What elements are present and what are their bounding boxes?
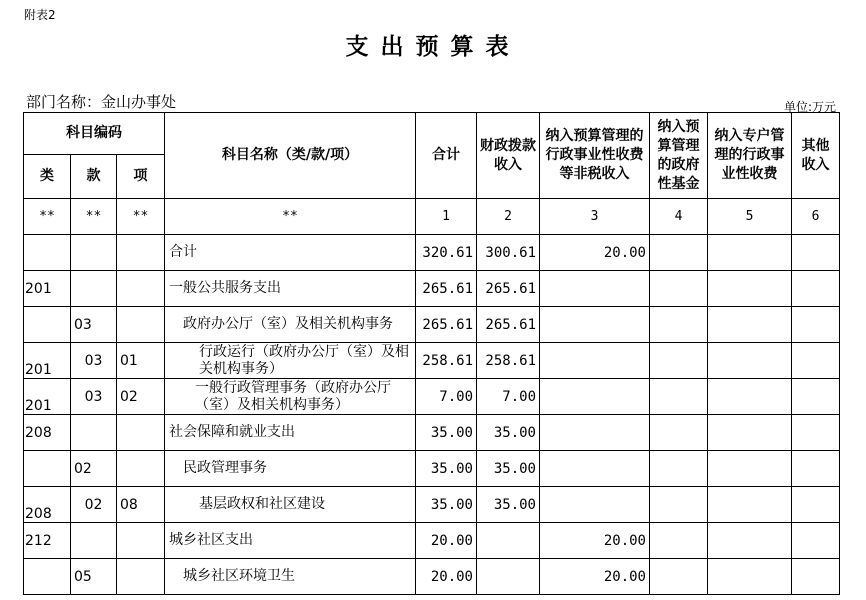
fiscal-cell: 300.61 (477, 235, 540, 271)
nontax-cell (540, 307, 650, 343)
table-row (24, 559, 840, 595)
total-cell: 35.00 (416, 415, 477, 451)
total-cell: 320.61 (416, 235, 477, 271)
section-code-cell: 02 (71, 451, 117, 487)
special-fee-cell (708, 307, 792, 343)
nontax-cell (540, 379, 650, 415)
other-income-cell (792, 271, 840, 307)
gov-fund-cell (650, 271, 708, 307)
other-income-cell (792, 235, 840, 271)
nontax-cell (540, 487, 650, 523)
column-code-row (24, 199, 840, 235)
nontax-cell (540, 343, 650, 379)
table-row (24, 271, 840, 307)
class-code-cell: 201 (24, 379, 71, 415)
section-code-cell (71, 235, 117, 271)
nontax-cell (540, 415, 650, 451)
code-cell: 2 (477, 199, 540, 235)
special-fee-cell (708, 451, 792, 487)
code-cell: 3 (540, 199, 650, 235)
gov-fund-cell (650, 559, 708, 595)
code-cell: ** (71, 199, 117, 235)
header-special-admin-fee: 纳入专户管理的行政事业性收费 (708, 113, 792, 199)
gov-fund-cell (650, 523, 708, 559)
code-cell: ** (24, 199, 71, 235)
item-code-cell: 08 (117, 487, 165, 523)
special-fee-cell (708, 271, 792, 307)
item-code-cell (117, 559, 165, 595)
header-name: 科目名称（类/款/项） (165, 113, 416, 199)
nontax-cell (540, 271, 650, 307)
code-cell: 5 (708, 199, 792, 235)
header-budget-admin-fee: 纳入预算管理的行政事业性收费等非税收入 (540, 113, 650, 199)
section-code-cell: 05 (71, 559, 117, 595)
header-gov-fund: 纳入预算管理的政府性基金 (650, 113, 708, 199)
table-row (24, 415, 840, 451)
code-cell: 1 (416, 199, 477, 235)
other-income-cell (792, 379, 840, 415)
class-code-cell: 201 (24, 271, 71, 307)
nontax-cell (540, 451, 650, 487)
code-cell: 6 (792, 199, 840, 235)
item-code-cell (117, 523, 165, 559)
subject-name-cell: 城乡社区环境卫生 (165, 559, 416, 595)
subject-name-cell: 政府办公厅（室）及相关机构事务 (165, 307, 416, 343)
total-cell: 265.61 (416, 271, 477, 307)
header-other: 其他收入 (792, 113, 840, 199)
section-code-cell (71, 271, 117, 307)
item-code-cell (117, 271, 165, 307)
special-fee-cell (708, 235, 792, 271)
header-kuan: 款 (71, 155, 117, 199)
fiscal-cell: 7.00 (477, 379, 540, 415)
table-row (24, 343, 840, 379)
total-cell: 20.00 (416, 559, 477, 595)
section-code-cell: 03 (71, 307, 117, 343)
subject-name-cell: 合计 (165, 235, 416, 271)
fiscal-cell: 35.00 (477, 415, 540, 451)
class-code-cell (24, 235, 71, 271)
section-code-cell: 03 (71, 379, 117, 415)
fiscal-cell: 35.00 (477, 451, 540, 487)
class-code-cell: 201 (24, 343, 71, 379)
total-cell: 265.61 (416, 307, 477, 343)
item-code-cell: 01 (117, 343, 165, 379)
code-cell: ** (165, 199, 416, 235)
table-row (24, 451, 840, 487)
special-fee-cell (708, 379, 792, 415)
header-fiscal: 财政拨款收入 (477, 113, 540, 199)
table-row (24, 235, 840, 271)
fiscal-cell: 265.61 (477, 271, 540, 307)
gov-fund-cell (650, 343, 708, 379)
code-cell: 4 (650, 199, 708, 235)
fiscal-cell: 35.00 (477, 487, 540, 523)
subject-name-cell: 城乡社区支出 (165, 523, 416, 559)
budget-table (23, 112, 840, 595)
class-code-cell: 208 (24, 415, 71, 451)
section-code-cell: 02 (71, 487, 117, 523)
fiscal-cell (477, 523, 540, 559)
fiscal-cell (477, 559, 540, 595)
subject-name-cell: 民政管理事务 (165, 451, 416, 487)
table-row (24, 379, 840, 415)
attachment-label: 附表2 (24, 8, 56, 22)
other-income-cell (792, 451, 840, 487)
total-cell: 20.00 (416, 523, 477, 559)
special-fee-cell (708, 343, 792, 379)
page-title: 支出预算表 (345, 33, 521, 60)
other-income-cell (792, 559, 840, 595)
item-code-cell (117, 415, 165, 451)
unit-label: 单位:万元 (783, 100, 836, 114)
department-label: 部门名称：金山办事处 (26, 93, 177, 111)
header-lei: 类 (24, 155, 71, 199)
special-fee-cell (708, 559, 792, 595)
section-code-cell (71, 415, 117, 451)
fiscal-cell: 265.61 (477, 307, 540, 343)
special-fee-cell (708, 415, 792, 451)
nontax-cell: 20.00 (540, 523, 650, 559)
other-income-cell (792, 343, 840, 379)
subject-name-cell: 一般公共服务支出 (165, 271, 416, 307)
nontax-cell: 20.00 (540, 235, 650, 271)
gov-fund-cell (650, 451, 708, 487)
class-code-cell: 208 (24, 487, 71, 523)
subject-name-cell: 一般行政管理事务（政府办公厅（室）及相关机构事务） (165, 379, 416, 415)
header-total: 合计 (416, 113, 477, 199)
class-code-cell (24, 559, 71, 595)
gov-fund-cell (650, 415, 708, 451)
nontax-cell: 20.00 (540, 559, 650, 595)
item-code-cell (117, 235, 165, 271)
header-row-1 (24, 113, 840, 155)
section-code-cell: 03 (71, 343, 117, 379)
gov-fund-cell (650, 379, 708, 415)
table-row (24, 523, 840, 559)
subject-name-cell: 社会保障和就业支出 (165, 415, 416, 451)
table-row (24, 307, 840, 343)
total-cell: 258.61 (416, 343, 477, 379)
gov-fund-cell (650, 235, 708, 271)
class-code-cell (24, 451, 71, 487)
section-code-cell (71, 523, 117, 559)
class-code-cell: 212 (24, 523, 71, 559)
gov-fund-cell (650, 307, 708, 343)
item-code-cell: 02 (117, 379, 165, 415)
other-income-cell (792, 487, 840, 523)
total-cell: 35.00 (416, 451, 477, 487)
special-fee-cell (708, 523, 792, 559)
code-cell: ** (117, 199, 165, 235)
total-cell: 7.00 (416, 379, 477, 415)
item-code-cell (117, 451, 165, 487)
subject-name-cell: 行政运行（政府办公厅（室）及相关机构事务） (165, 343, 416, 379)
other-income-cell (792, 523, 840, 559)
other-income-cell (792, 307, 840, 343)
special-fee-cell (708, 487, 792, 523)
subject-name-cell: 基层政权和社区建设 (165, 487, 416, 523)
fiscal-cell: 258.61 (477, 343, 540, 379)
total-cell: 35.00 (416, 487, 477, 523)
item-code-cell (117, 307, 165, 343)
other-income-cell (792, 415, 840, 451)
header-code-group: 科目编码 (24, 113, 165, 155)
gov-fund-cell (650, 487, 708, 523)
class-code-cell (24, 307, 71, 343)
table-row (24, 487, 840, 523)
header-xiang: 项 (117, 155, 165, 199)
